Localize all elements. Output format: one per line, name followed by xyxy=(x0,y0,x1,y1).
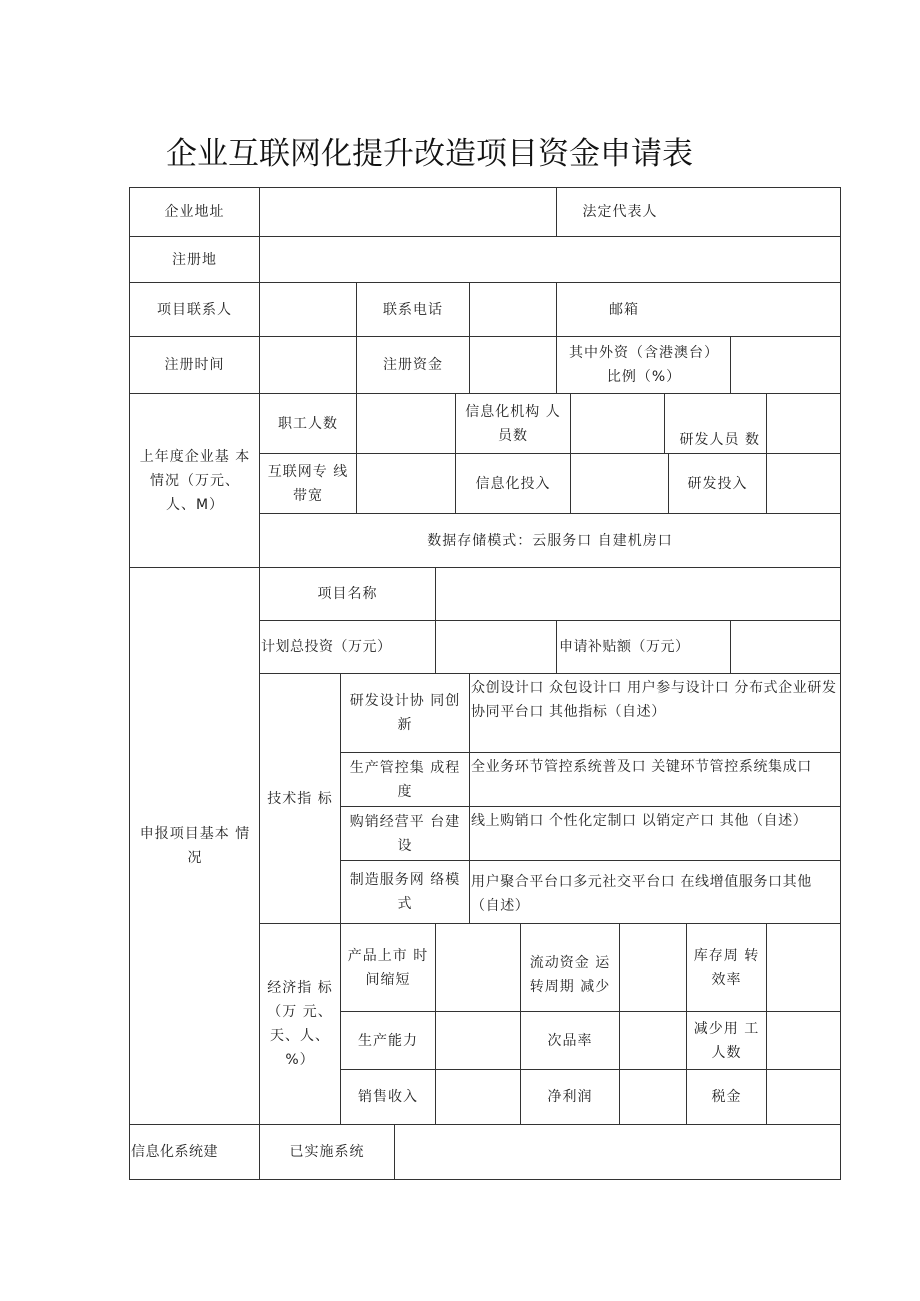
grid-line xyxy=(619,923,620,1124)
grid-line xyxy=(394,1124,395,1179)
label-legal-rep: 法定代表人 xyxy=(582,204,658,220)
tech-name: 购销经营平 台建设 xyxy=(349,813,461,854)
label-project-info: 申报项目基本 情况 xyxy=(139,826,251,866)
label-reduce-staff: 减少用 工人数 xyxy=(693,1020,760,1061)
label-it-staff: 信息化机构 人员数 xyxy=(465,403,561,444)
label-employees: 职工人数 xyxy=(278,415,338,432)
label-contact: 项目联系人 xyxy=(157,301,232,318)
label-net-profit: 净利润 xyxy=(547,1089,593,1105)
grid-line xyxy=(570,453,571,513)
tech-value: 线上购销口 个性化定制口 以销定产口 其他（自述） xyxy=(471,813,808,829)
label-time-to-market: 产品上市 时间缩短 xyxy=(347,947,429,988)
grid-line xyxy=(435,923,436,1124)
grid-line xyxy=(356,393,357,513)
grid-line xyxy=(766,393,767,453)
label-address: 企业地址 xyxy=(164,204,225,220)
label-rd-invest: 研发投入 xyxy=(687,475,748,492)
label-tech-indicators: 技术指 标 xyxy=(267,790,333,807)
label-email: 邮箱 xyxy=(609,301,639,318)
tech-value: 全业务环节管控系统普及口 关键环节管控系统集成口 xyxy=(471,759,812,775)
grid-line xyxy=(730,336,731,393)
label-sales: 销售收入 xyxy=(358,1089,418,1105)
grid-line xyxy=(766,453,767,513)
page-title: 企业互联网化提升改造项目资金申请表 xyxy=(166,136,693,172)
label-it-system: 信息化系统建 xyxy=(131,1144,218,1160)
label-implemented-systems: 已实施系统 xyxy=(289,1144,365,1160)
tech-name: 制造服务网 络模式 xyxy=(349,872,461,912)
label-capacity: 生产能力 xyxy=(358,1032,418,1049)
label-project-name: 项目名称 xyxy=(317,586,378,602)
grid-line xyxy=(129,1179,841,1180)
label-inventory: 库存周 转效率 xyxy=(693,947,760,988)
label-basic-info: 上年度企业基 本情况（万元、人、M） xyxy=(139,448,251,513)
label-reg-capital: 注册资金 xyxy=(383,357,443,373)
grid-line xyxy=(469,673,470,923)
tech-value: 众创设计口 众包设计口 用户参与设计口 分布式企业研发协同平台口 其他指标（自述） xyxy=(471,680,837,720)
label-reg-time: 注册时间 xyxy=(164,357,225,373)
label-foreign-ratio: 其中外资（含港澳台）比例（%） xyxy=(569,345,719,385)
tech-name: 生产管控集 成程度 xyxy=(349,759,461,800)
grid-line xyxy=(469,282,470,393)
grid-line xyxy=(556,620,557,673)
label-working-capital: 流动资金 运转周期 减少 xyxy=(529,954,611,995)
grid-line xyxy=(570,393,571,453)
label-rd-staff: 研发人员 数 xyxy=(679,431,760,448)
label-bandwidth: 互联网专 线带宽 xyxy=(267,463,349,504)
label-tax: 税金 xyxy=(711,1089,742,1105)
label-phone: 联系电话 xyxy=(383,301,443,318)
tech-name: 研发设计协 同创新 xyxy=(349,693,461,733)
label-total-invest: 计划总投资（万元） xyxy=(261,639,392,655)
label-it-invest: 信息化投入 xyxy=(475,475,551,492)
grid-line xyxy=(840,187,841,1180)
grid-line xyxy=(766,923,767,1124)
storage-mode: 数据存储模式：云服务口 自建机房口 xyxy=(427,532,673,549)
label-defect-rate: 次品率 xyxy=(547,1032,593,1049)
label-econ-indicators: 经济指 标（万 元、天、人、%） xyxy=(267,980,333,1068)
label-reg-place: 注册地 xyxy=(172,251,217,268)
tech-value: 用户聚合平台口多元社交平台口 在线增值服务口其他（自述） xyxy=(471,874,812,914)
label-subsidy: 申请补贴额（万元） xyxy=(559,639,690,655)
